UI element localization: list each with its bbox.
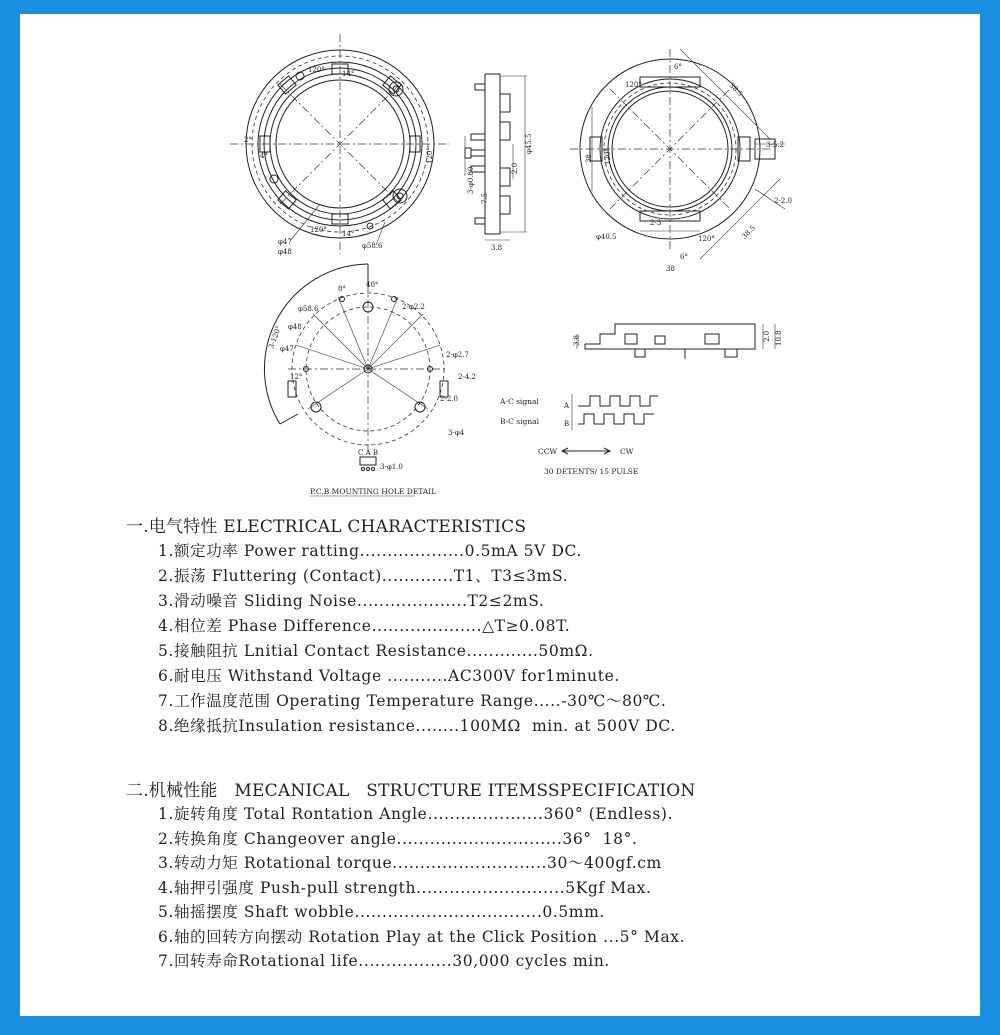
svg-text:2-2.0: 2-2.0 (774, 197, 792, 205)
svg-text:7.5: 7.5 (481, 192, 489, 204)
side-view (465, 74, 533, 252)
top-view-drawing (20, 14, 980, 514)
svg-text:φ48: φ48 (288, 323, 302, 331)
list-item: 3.转动力矩 Rotational torque............................30～400gf.cm (158, 854, 662, 872)
svg-text:14°: 14° (342, 70, 355, 78)
svg-text:2.0: 2.0 (763, 330, 771, 342)
svg-text:120°: 120° (426, 147, 434, 164)
svg-text:2-φ2.2: 2-φ2.2 (402, 303, 425, 311)
svg-text:φ47: φ47 (278, 238, 292, 246)
svg-text:12°: 12° (290, 373, 303, 381)
svg-text:3-φ4: 3-φ4 (448, 429, 465, 437)
svg-text:2-3: 2-3 (650, 219, 662, 227)
detents-label: 30 DETENTS/ 15 PULSE (544, 467, 639, 476)
electrical-list (126, 539, 676, 739)
svg-text:120°: 120° (625, 81, 642, 89)
svg-text:40°: 40° (366, 281, 379, 289)
svg-text:14°: 14° (342, 230, 355, 238)
mechanical-list (126, 802, 685, 974)
svg-text:38: 38 (666, 265, 675, 273)
svg-text:4°: 4° (260, 152, 268, 160)
svg-text:3-φ1.0: 3-φ1.0 (380, 463, 403, 471)
svg-text:B: B (564, 420, 570, 428)
svg-text:38.5: 38.5 (740, 223, 758, 241)
svg-text:3-120°: 3-120° (267, 324, 283, 350)
svg-text:3-5.2: 3-5.2 (766, 141, 784, 149)
list-item: 4.相位差 Phase Difference....................△T≥0.08T. (158, 617, 571, 635)
list-item: 5.轴摇摆度 Shaft wobble..................................0.5mm. (158, 903, 605, 921)
svg-text:38: 38 (585, 154, 593, 163)
list-item: 7.回转寿命Rotational life.................30,000 cycles min. (158, 952, 610, 970)
list-item: 6.轴的回转方向摆动 Rotation Play at the Click Position ...5° Max. (158, 927, 686, 946)
svg-text:C A B: C A B (358, 449, 379, 457)
svg-text:38.5: 38.5 (727, 81, 745, 99)
svg-text:3.8: 3.8 (573, 334, 581, 346)
bottom-view (570, 49, 792, 273)
svg-text:120°: 120° (604, 148, 612, 165)
svg-text:φ47: φ47 (280, 345, 294, 353)
svg-text:120°: 120° (308, 66, 325, 74)
signal-a-label: A-C signal (500, 397, 539, 406)
svg-text:φ40.5: φ40.5 (596, 233, 617, 241)
mechanical-title: 二.机械性能 MECANICAL STRUCTURE ITEMSSPECIFICATION (126, 781, 696, 801)
svg-text:φ58.6: φ58.6 (298, 305, 319, 313)
list-item: 6.耐电压 Withstand Voltage ...........AC300V for1minute. (158, 667, 620, 685)
svg-text:2-φ2.7: 2-φ2.7 (446, 351, 469, 359)
svg-text:6°: 6° (674, 63, 682, 71)
signal-waveform (499, 394, 658, 476)
list-item: 2.振荡 Fluttering (Contact).............T1、T3≤3mS. (158, 567, 569, 585)
list-item: 3.滑动噪音 Sliding Noise....................T2≤2mS. (158, 592, 545, 610)
svg-text:8°: 8° (338, 285, 346, 293)
datasheet-page (20, 14, 980, 1016)
list-item: 5.接触阻抗 Lnitial Contact Resistance.............50mΩ. (158, 642, 594, 660)
list-item: 4.轴押引强度 Push-pull strength...........................5Kgf Max. (158, 878, 652, 897)
list-item: 7.工作温度范围 Operating Temperature Range.....-30℃～80℃. (158, 692, 667, 710)
svg-text:120°: 120° (310, 226, 327, 234)
cw-label: CW (620, 447, 634, 456)
electrical-title: 一.电气特性 ELECTRICAL CHARACTERISTICS (126, 517, 527, 537)
svg-text:φ45.5: φ45.5 (525, 133, 533, 154)
list-item: 2.转换角度 Changeover angle..............................36° 18°. (158, 829, 638, 848)
svg-text:2-4.2: 2-4.2 (458, 373, 476, 381)
svg-text:2°: 2° (244, 136, 252, 144)
svg-text:A: A (564, 402, 570, 410)
svg-text:10.8: 10.8 (775, 330, 783, 346)
svg-text:6°: 6° (680, 253, 688, 261)
ccw-label: CCW (538, 447, 558, 456)
svg-text:φ58.6: φ58.6 (362, 242, 383, 250)
profile-view (573, 324, 783, 359)
list-item: 8.绝缘抵抗Insulation resistance........100MΩ min. at 500V DC. (158, 717, 676, 735)
list-item: 1.额定功率 Power ratting...................0.5mA 5V DC. (158, 542, 582, 560)
pcb-caption: P.C.B MOUNTING HOLE DETAIL (310, 487, 437, 496)
signal-b-label: B-C signal (500, 417, 540, 426)
list-item: 1.旋转角度 Total Rontation Angle.....................360° (Endless). (158, 805, 674, 823)
svg-text:3.8: 3.8 (491, 244, 503, 252)
svg-text:φ48: φ48 (278, 248, 292, 256)
pcb-hole-detail (264, 264, 476, 471)
svg-text:2.0: 2.0 (511, 162, 519, 174)
svg-text:120°: 120° (698, 235, 715, 243)
svg-text:3-φ0.80: 3-φ0.80 (467, 166, 475, 194)
svg-text:2-2.0: 2-2.0 (440, 395, 458, 403)
